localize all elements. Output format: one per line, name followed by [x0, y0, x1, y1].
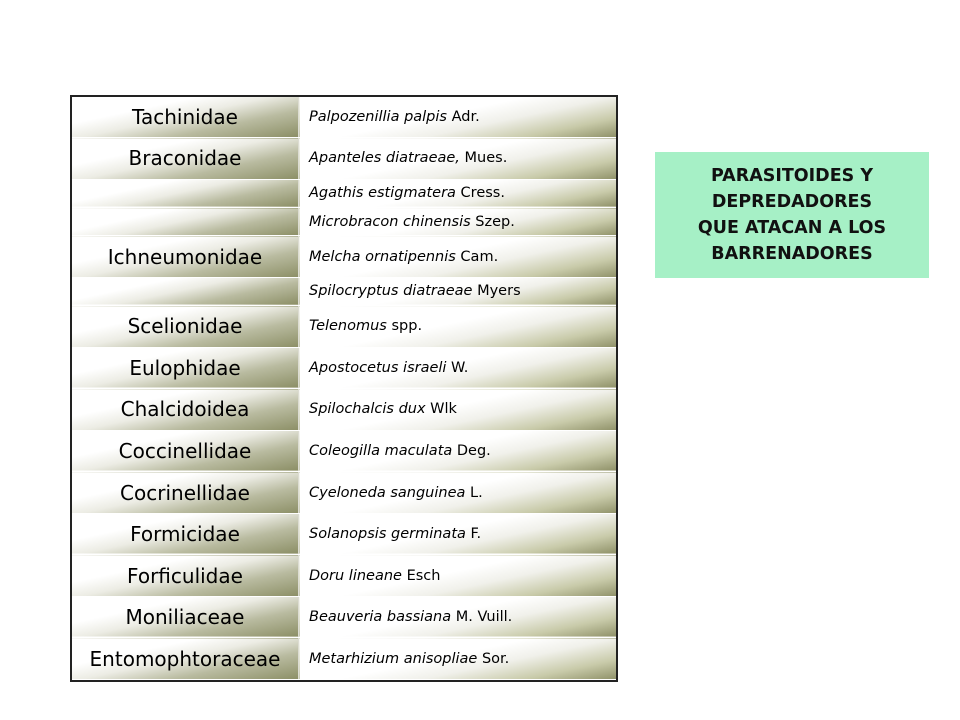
family-cell: Tachinidae: [72, 97, 299, 138]
table-row: [72, 277, 616, 305]
family-cell: Ichneumonidae: [72, 236, 299, 278]
species-name: Microbracon chinensis: [309, 213, 471, 230]
species-cell: [299, 596, 617, 638]
family-cell: Scelionidae: [72, 306, 299, 348]
table-row: [72, 236, 616, 278]
table-row: [72, 596, 616, 638]
species-author: W.: [446, 359, 469, 376]
species-author: L.: [465, 484, 483, 501]
species-author: Mues.: [459, 150, 508, 167]
table-row: [72, 638, 616, 680]
table-row: [72, 208, 616, 236]
title-box: [655, 152, 929, 278]
species-cell: [299, 97, 617, 138]
species-name: Spilocryptus diatraeae: [309, 283, 473, 300]
table-row: [72, 179, 616, 207]
species-name: Telenomus: [309, 318, 387, 335]
species-cell: [299, 179, 617, 207]
species-author: spp.: [386, 318, 423, 335]
species-name: Apanteles diatraeae,: [309, 150, 460, 167]
species-author: Sor.: [477, 650, 510, 667]
family-cell: [72, 277, 299, 305]
species-cell: [299, 555, 617, 597]
family-cell: Entomophtoraceae: [72, 638, 299, 680]
species-cell: [299, 138, 617, 180]
species-author: Wlk: [425, 401, 457, 418]
species-name: Coleogilla maculata: [309, 442, 453, 459]
species-name: Cyeloneda sanguinea: [309, 484, 466, 501]
family-cell: Cocrinellidae: [72, 472, 299, 514]
table-row: [72, 389, 616, 431]
title-line: DEPREDADORES: [711, 192, 873, 212]
title-text: [698, 163, 886, 267]
family-cell: [72, 208, 299, 236]
species-author: Cam.: [455, 248, 499, 265]
table-row: [72, 347, 616, 389]
species-author: F.: [465, 526, 482, 543]
species-table: [70, 95, 618, 682]
species-name: Palpozenillia palpis: [309, 109, 447, 126]
species-author: Cress.: [455, 185, 505, 202]
family-cell: [72, 179, 299, 207]
species-name: Beauveria bassiana: [309, 609, 452, 626]
table-row: [72, 430, 616, 472]
table-row: [72, 555, 616, 597]
species-cell: [299, 236, 617, 278]
species-name: Metarhizium anisopliae: [309, 650, 478, 667]
table-row: [72, 472, 616, 514]
species-cell: [299, 277, 617, 305]
family-cell: Braconidae: [72, 138, 299, 180]
species-name: Spilochalcis dux: [309, 401, 426, 418]
species-author: Deg.: [452, 442, 491, 459]
family-cell: Chalcidoidea: [72, 389, 299, 431]
table-row: [72, 138, 616, 180]
species-name: Apostocetus israeli: [309, 359, 447, 376]
species-cell: [299, 347, 617, 389]
species-cell: [299, 389, 617, 431]
species-author: Myers: [472, 283, 521, 300]
table-row: [72, 513, 616, 555]
species-cell: [299, 472, 617, 514]
family-cell: Forficulidae: [72, 555, 299, 597]
species-author: Esch: [401, 567, 441, 584]
title-line: QUE ATACAN A LOS: [697, 218, 887, 238]
species-cell: [299, 208, 617, 236]
family-cell: Moniliaceae: [72, 596, 299, 638]
species-name: Melcha ornatipennis: [309, 248, 456, 265]
species-name: Doru lineane: [309, 567, 402, 584]
species-name: Solanopsis germinata: [309, 526, 466, 543]
species-cell: [299, 513, 617, 555]
species-cell: [299, 430, 617, 472]
species-author: M. Vuill.: [451, 609, 513, 626]
species-cell: [299, 638, 617, 680]
title-line: PARASITOIDES Y: [710, 166, 874, 186]
species-table-body: [72, 97, 616, 680]
table-row: [72, 97, 616, 138]
species-table-grid: [72, 97, 616, 680]
species-name: Agathis estigmatera: [309, 185, 456, 202]
family-cell: Formicidae: [72, 513, 299, 555]
title-line: BARRENADORES: [711, 244, 873, 264]
species-cell: [299, 306, 617, 348]
family-cell: Coccinellidae: [72, 430, 299, 472]
species-author: Adr.: [446, 109, 480, 126]
table-row: [72, 306, 616, 348]
family-cell: Eulophidae: [72, 347, 299, 389]
species-author: Szep.: [470, 213, 515, 230]
